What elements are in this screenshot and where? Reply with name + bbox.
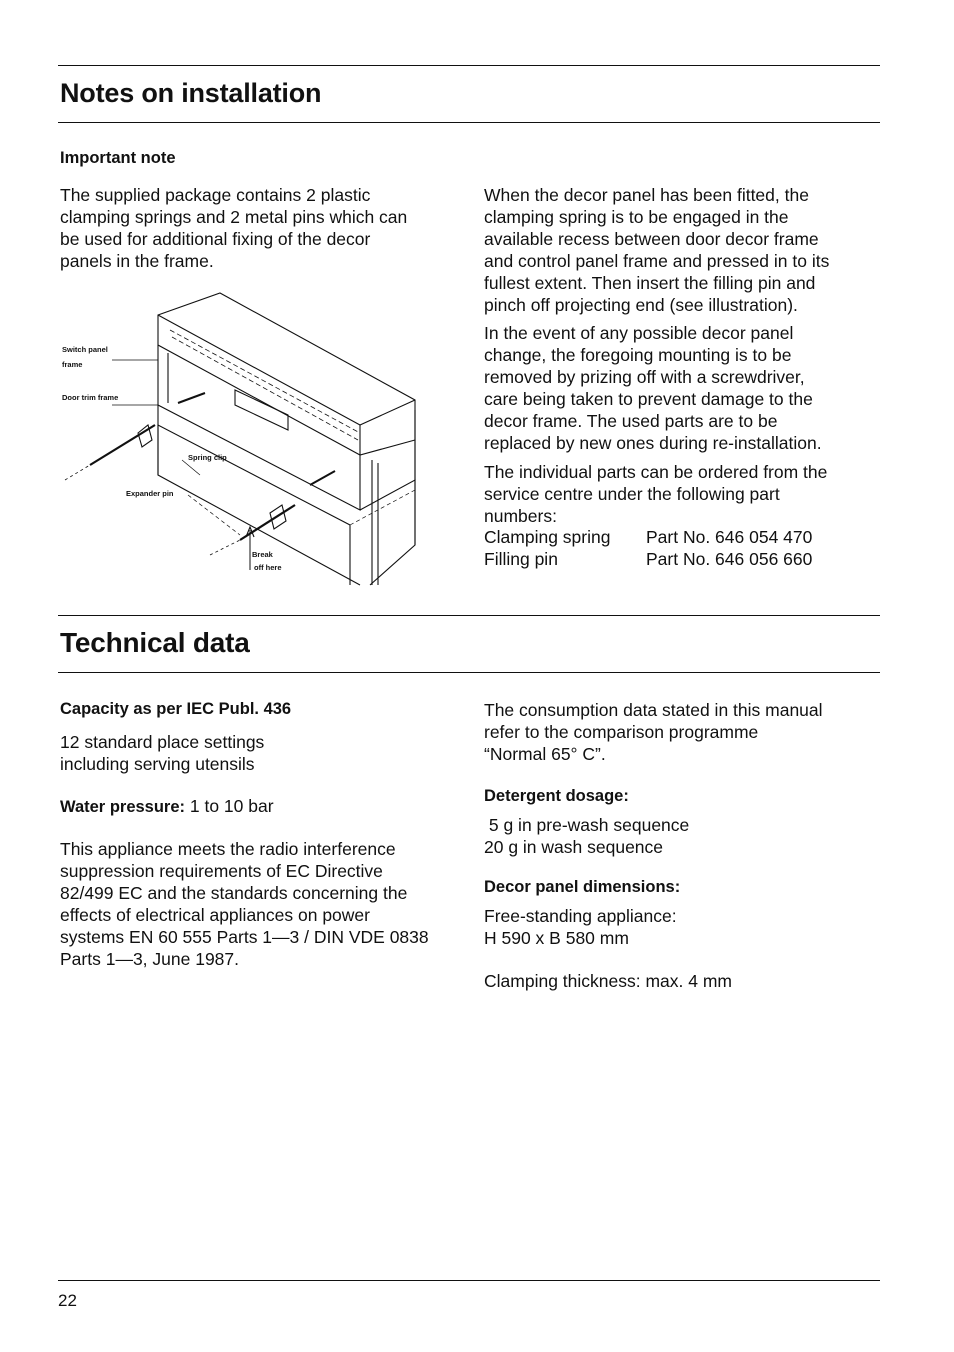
technical-right-column [484, 699, 884, 992]
page-number: 22 [58, 1291, 77, 1310]
water-pressure [60, 795, 460, 818]
decor-dimensions-lines: Free-standing appliance: H 590 x B 580 mm [484, 906, 677, 948]
installation-left-column [60, 149, 460, 272]
footer-rule [58, 1280, 880, 1281]
water-pressure-label: Water pressure: [60, 798, 186, 816]
label-door-trim-frame: Door trim frame [62, 393, 119, 402]
technical-left-column [60, 700, 460, 970]
label-expander-pin: Expander pin [126, 489, 174, 498]
parts-list [484, 527, 884, 570]
clamping-thickness: Clamping thickness: max. 4 mm [484, 971, 732, 991]
top-rule [58, 65, 880, 66]
part-number: Part No. 646 056 660 [646, 548, 813, 569]
panel-change-paragraph: In the event of any possible decor panel change, the foregoing mounting is to be removed by prizing off with a screwdriver, care being taken to prevent damage to the decor frame. The used parts are to be replaced by new ones during re-installation. [484, 323, 822, 453]
ordering-paragraph: The individual parts can be ordered from the service centre under the following part numbers: [484, 462, 828, 526]
decor-dimensions-heading: Decor panel dimensions: [484, 878, 681, 896]
parts-row [484, 549, 884, 571]
radio-interference-paragraph: This appliance meets the radio interference suppression requirements of EC Directive 82/499 EC and the standards concerning the effects of electrical appliances on power systems EN 60 555 Parts 1—3 / DIN VDE 0838 Parts 1—3, June 1987. [60, 839, 429, 969]
parts-row [484, 527, 884, 549]
label-spring-clip: Spring clip [188, 453, 227, 462]
consumption-paragraph: The consumption data stated in this manual refer to the comparison programme “Normal 65° C”. [484, 700, 823, 764]
capacity-text: 12 standard place settings including serving utensils [60, 732, 265, 774]
important-note-heading: Important note [60, 149, 176, 167]
label-break-line-1: Break [252, 550, 273, 559]
fitting-paragraph: When the decor panel has been fitted, the clamping spring is to be engaged in the available recess between door decor frame and control panel frame and pressed in to its fullest extent. Then insert the filling pin and pinch off projecting end (see illustration). [484, 185, 830, 315]
part-name: Clamping spring [484, 527, 611, 547]
installation-heading: Notes on installation [60, 78, 322, 108]
capacity-heading: Capacity as per IEC Publ. 436 [60, 700, 292, 718]
installation-illustration [60, 285, 430, 595]
detergent-heading: Detergent dosage: [484, 787, 629, 805]
label-break-line-2: off here [254, 563, 282, 572]
label-switch-panel-line-1: Switch panel [62, 345, 108, 354]
detergent-lines: 5 g in pre-wash sequence 20 g in wash sequence [484, 815, 690, 857]
technical-heading: Technical data [60, 627, 250, 658]
part-name: Filling pin [484, 548, 558, 569]
water-pressure-value: 1 to 10 bar [185, 796, 274, 816]
part-number: Part No. 646 054 470 [646, 527, 813, 547]
technical-top-rule [58, 615, 880, 616]
label-switch-panel-line-2: frame [62, 360, 83, 369]
installation-heading-rule [58, 122, 880, 123]
technical-heading-rule [58, 672, 880, 673]
supplied-package-paragraph: The supplied package contains 2 plastic clamping springs and 2 metal pins which can be used for additional fixing of the decor panels in the frame. [60, 185, 408, 271]
installation-right-column [484, 184, 884, 570]
